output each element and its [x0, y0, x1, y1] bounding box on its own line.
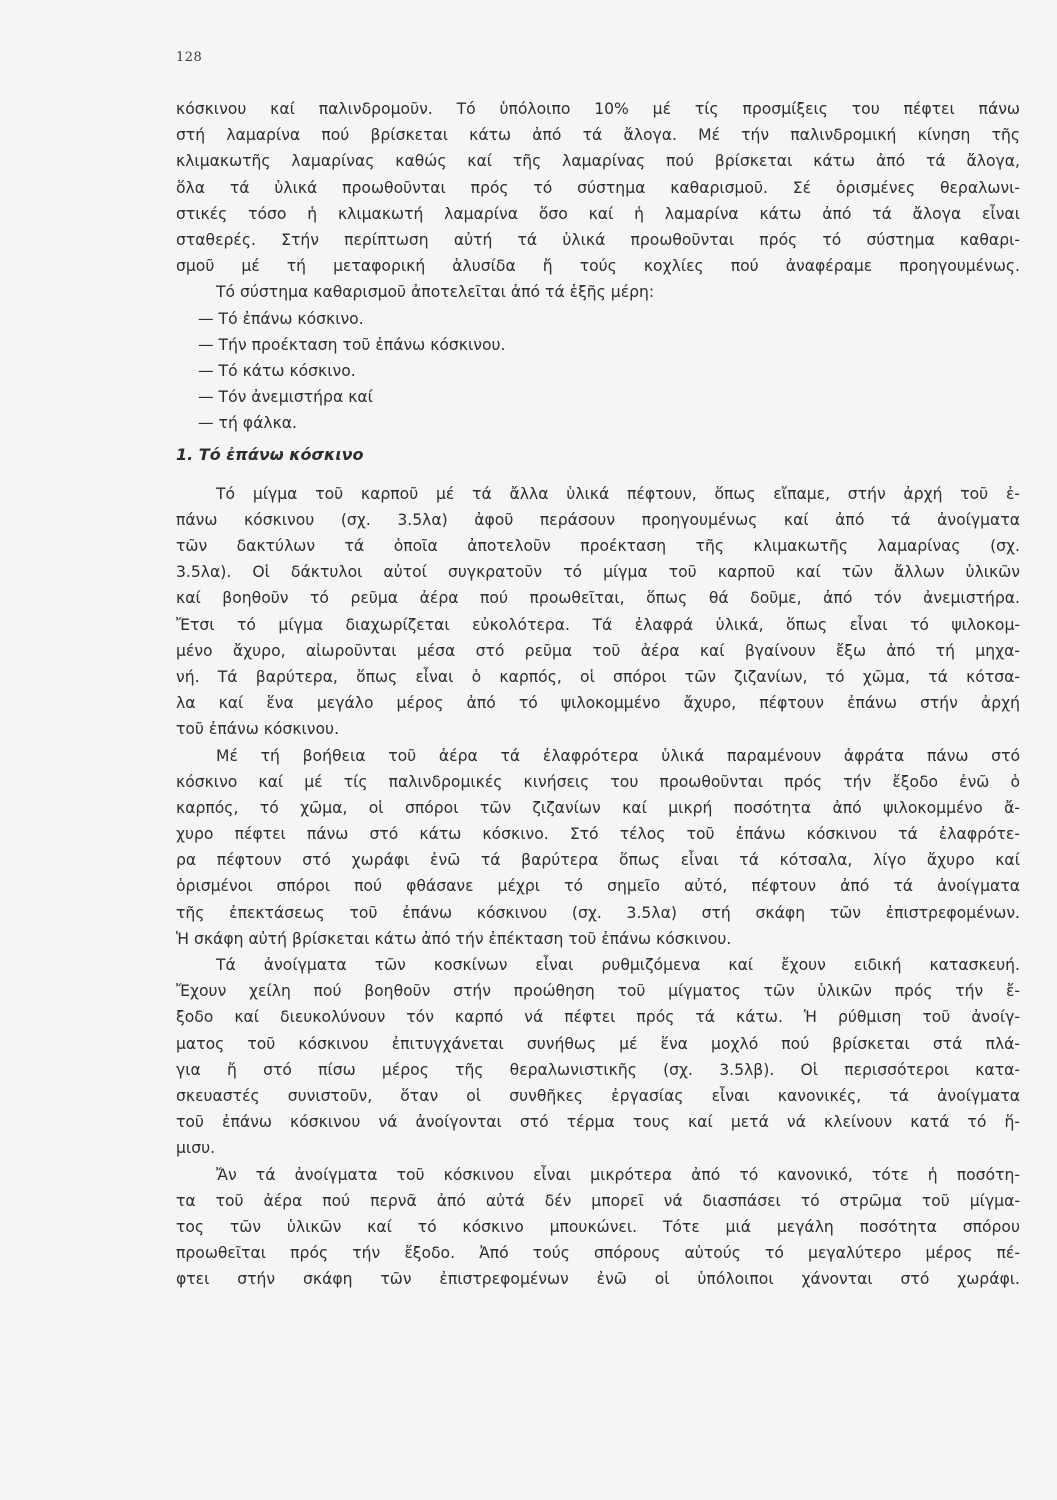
text-line: κλιμακωτῆς λαμαρίνας καθώς καί τῆς λαμαρίνας πού βρίσκεται κάτω ἀπό τά ἄλογα, [176, 152, 1020, 171]
text-line: μένο ἄχυρο, αἰωροῦνται μέσα στό ρεῦμα τοῦ ἀέρα καί βγαίνουν ἔξω ἀπό τή μηχα- [176, 641, 1020, 660]
text-line: τῆς ἐπεκτάσεως τοῦ ἐπάνω κόσκινου (σχ. 3.5λα) στή σκάφη τῶν ἐπιστρεφομένων. [176, 903, 1020, 922]
paragraph-2 [176, 743, 1020, 953]
text-line: κόσκινου καί παλινδρομοῦν. Τό ὑπόλοιπο 10% μέ τίς προσμίξεις του πέφτει πάνω [176, 100, 1020, 118]
section-heading: 1. Τό ἐπάνω κόσκινο [176, 445, 364, 465]
text-line: Τά ἀνοίγματα τῶν κοσκίνων εἶναι ρυθμιζόμενα καί ἔχουν ειδική κατασκευή. [216, 956, 1020, 974]
text-line: στή λαμαρίνα πού βρίσκεται κάτω ἀπό τά ἄλογα. Μέ τήν παλινδρομική κίνηση τῆς [176, 126, 1020, 145]
text-line: τοῦ ἐπάνω κόσκινου. [176, 720, 340, 739]
text-line: για ἤ στό πίσω μέρος τῆς θεραλωνιστικῆς (σχ. 3.5λβ). Οἱ περισσότεροι κατα- [176, 1060, 1020, 1079]
text-line: καρπός, τό χῶμα, οἱ σπόροι τῶν ζιζανίων καί μικρή ποσότητα ἀπό ψιλοκομμένο ἄ- [176, 798, 1020, 817]
text-line: σμοῦ μέ τή μεταφορική ἁλυσίδα ἤ τούς κοχλίες πού ἀναφέραμε προηγουμένως. [176, 257, 1020, 276]
text-line: ξοδο καί διευκολύνουν τόν καρπό νά πέφτει πρός τά κάτω. Ἡ ρύθμιση τοῦ ἀνοίγ- [176, 1008, 1020, 1027]
text-line: τοῦ ἐπάνω κόσκινου νά ἀνοίγονται στό τέρμα τους καί μετά νά κλείνουν κατά τό ἥ- [176, 1113, 1020, 1132]
text-line: ματος τοῦ κόσκινου ἐπιτυγχάνεται συνήθως μέ ἕνα μοχλό πού βρίσκεται στά πλά- [176, 1034, 1020, 1053]
text-line: λα καί ἕνα μεγάλο μέρος ἀπό τό ψιλοκομμένο ἄχυρο, πέφτουν ἐπάνω στήν ἀρχή [176, 694, 1020, 713]
text-line: ρα πέφτουν στό χωράφι ἐνῶ τά βαρύτερα ὅπως εἶναι τά κότσαλα, λίγο ἄχυρο καί [176, 851, 1020, 870]
text-line: φτει στήν σκάφη τῶν ἐπιστρεφομένων ἐνῶ οἱ ὑπόλοιποι χάνονται στό χωράφι. [176, 1270, 1020, 1289]
text-line: Τό μίγμα τοῦ καρποῦ μέ τά ἄλλα ὑλικά πέφτουν, ὅπως εἴπαμε, στήν ἀρχή τοῦ ἐ- [216, 484, 1020, 503]
list-item: — Τήν προέκταση τοῦ ἐπάνω κόσκινου. [198, 335, 506, 354]
body-text [176, 96, 1020, 1292]
text-line: μισυ. [176, 1139, 216, 1158]
paragraph-1 [176, 481, 1020, 743]
text-line: Ἡ σκάφη αὐτή βρίσκεται κάτω ἀπό τήν ἐπέκταση τοῦ ἐπάνω κόσκινου. [176, 929, 732, 948]
text-line: νή. Τά βαρύτερα, ὅπως εἶναι ὁ καρπός, οἱ σπόροι τῶν ζιζανίων, τό χῶμα, τά κότσα- [176, 667, 1020, 686]
paragraph-3 [176, 952, 1020, 1162]
paragraph-4 [176, 1162, 1020, 1293]
text-line: χυρο πέφτει πάνω στό κάτω κόσκινο. Στό τέλος τοῦ ἐπάνω κόσκινου τά ἐλαφρότε- [176, 825, 1020, 844]
text-line: Ἔτσι τό μίγμα διαχωρίζεται εὐκολότερα. Τά ἐλαφρά ὑλικά, ὅπως εἶναι τό ψιλοκομ- [176, 615, 1020, 634]
text-line: 3.5λα). Οἱ δάκτυλοι αὐτοί συγκρατοῦν τό μίγμα τοῦ καρποῦ καί τῶν ἄλλων ὑλικῶν [176, 563, 1020, 582]
text-line: στικές τόσο ἡ κλιμακωτή λαμαρίνα ὅσο καί ἡ λαμαρίνα κάτω ἀπό τά ἄλογα εἶναι [176, 204, 1020, 223]
text-line: τα τοῦ ἀέρα πού περνᾶ ἀπό αὐτά δέν μπορεῖ νά διασπάσει τό στρῶμα τοῦ μίγμα- [176, 1191, 1020, 1210]
text-line: τος τῶν ὑλικῶν καί τό κόσκινο μπουκώνει. Τότε μιά μεγάλη ποσότητα σπόρου [176, 1217, 1020, 1236]
text-line: πάνω κόσκινου (σχ. 3.5λα) ἀφοῦ περάσουν προηγουμένως καί ἀπό τά ἀνοίγματα [176, 510, 1020, 529]
text-line: κόσκινο καί μέ τίς παλινδρομικές κινήσεις του προωθοῦνται πρός τήν ἔξοδο ἐνῶ ὁ [176, 772, 1020, 791]
text-line: Ἔχουν χείλη πού βοηθοῦν στήν προώθηση τοῦ μίγματος τῶν ὑλικῶν πρός τήν ἔ- [176, 982, 1020, 1001]
page-number: 128 [176, 50, 203, 65]
text-line: καί βοηθοῦν τό ρεῦμα ἀέρα πού προωθεῖται, ὅπως θά δοῦμε, ἀπό τόν ἀνεμιστήρα. [176, 589, 1020, 608]
text-line: Μέ τή βοήθεια τοῦ ἀέρα τά ἐλαφρότερα ὑλικά παραμένουν ἀφράτα πάνω στό [216, 746, 1020, 765]
text-line: Τό σύστημα καθαρισμοῦ ἀποτελεῖται ἀπό τά ἑξῆς μέρη: [216, 283, 655, 302]
text-line: ὁρισμένοι σπόροι πού φθάσανε μέχρι τό σημεῖο αὐτό, πέφτουν ἀπό τά ἀνοίγματα [176, 877, 1020, 896]
list-item: — τή φάλκα. [198, 414, 297, 433]
text-line: ὅλα τά ὑλικά προωθοῦνται πρός τό σύστημα καθαρισμοῦ. Σέ ὁρισμένες θεραλωνι- [176, 178, 1020, 197]
text-line: σκευαστές συνιστοῦν, ὅταν οἱ συνθῆκες ἐργασίας εἶναι κανονικές, τά ἀνοίγματα [176, 1086, 1020, 1105]
text-line: τῶν δακτύλων τά ὁποῖα ἀποτελοῦν προέκταση τῆς κλιμακωτῆς λαμαρίνας (σχ. [176, 537, 1020, 555]
text-line: προωθεῖται πρός τήν ἔξοδο. Ἀπό τούς σπόρους αὐτούς τό μεγαλύτερο μέρος πέ- [176, 1244, 1020, 1263]
intro-paragraph [176, 96, 1020, 306]
parts-list [176, 306, 1020, 437]
list-item: — Τό ἐπάνω κόσκινο. [198, 309, 364, 328]
text-line: Ἄν τά ἀνοίγματα τοῦ κόσκινου εἶναι μικρότερα ἀπό τό κανονικό, τότε ἡ ποσότη- [216, 1165, 1020, 1184]
list-item: — Τόν ἀνεμιστήρα καί [198, 388, 373, 407]
list-item: — Τό κάτω κόσκινο. [198, 361, 356, 380]
text-line: σταθερές. Στήν περίπτωση αὐτή τά ὑλικά προωθοῦνται πρός τό σύστημα καθαρι- [176, 230, 1020, 249]
